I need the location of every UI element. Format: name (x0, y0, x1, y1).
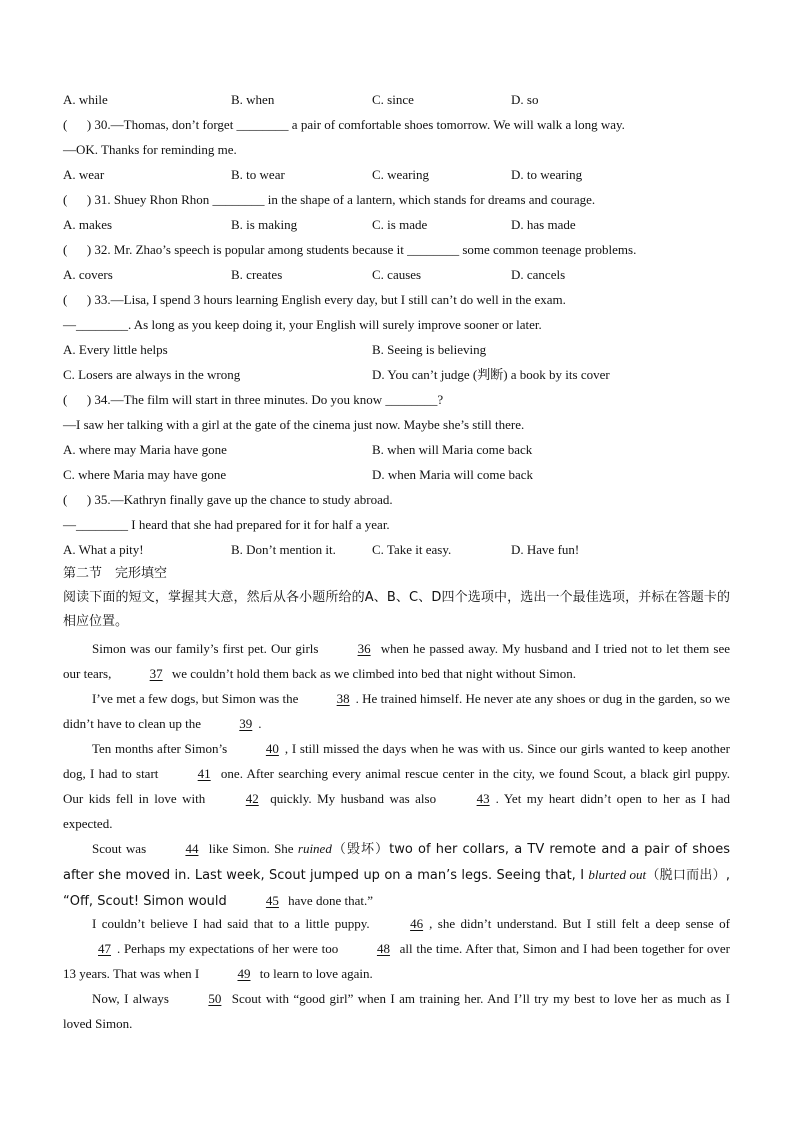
blank-50[interactable]: 50 (208, 991, 222, 1006)
passage-paragraph-1: Simon was our family’s first pet. Our girls 36 when he passed away. My husband and I tried not to let them see our tears, 37 we couldn’t hold them back as we climbed into bed that night without Simon. (63, 636, 730, 686)
blank-41[interactable]: 41 (197, 766, 211, 781)
section-title: 第二节 完形填空 (63, 566, 168, 581)
q31-option-b: B. is making (231, 217, 298, 232)
blank-37[interactable]: 37 (149, 666, 163, 681)
q34-option-c: C. where Maria may have gone (63, 467, 227, 482)
q35-option-c: C. Take it easy. (372, 542, 452, 557)
blank-42[interactable]: 42 (245, 791, 259, 806)
q32-option-c: C. causes (372, 267, 422, 282)
passage-paragraph-3: Ten months after Simon’s 40 , I still missed the days when he was with us. Since our girls wanted to keep another dog, I had to start 41 one. After searching every animal rescue center in the city, we found Scout, a black girl puppy. Our kids fell in love with 42 quickly. My husband was also 43 . Yet my heart didn’t open to her as I had expected. (63, 736, 730, 836)
q33-stem: ( ) 33.—Lisa, I spend 3 hours learning English every day, but I still can’t do well in the exam. (63, 292, 566, 307)
blank-47[interactable]: 47 (98, 941, 111, 956)
q34-stem: ( ) 34.—The film will start in three minutes. Do you know ________? (63, 392, 444, 407)
q29-option-d: D. so (511, 92, 539, 107)
q29-option-a: A. while (63, 92, 108, 107)
q33-option-d: D. You can’t judge (判断) a book by its cover (372, 367, 610, 382)
blank-49[interactable]: 49 (237, 966, 251, 981)
blank-38[interactable]: 38 (336, 691, 350, 706)
q34-option-b: B. when will Maria come back (372, 442, 533, 457)
q35-option-a: A. What a pity! (63, 542, 144, 557)
q33-option-c: C. Losers are always in the wrong (63, 367, 241, 382)
q31-option-d: D. has made (511, 217, 576, 232)
q34-reply: —I saw her talking with a girl at the gate of the cinema just now. Maybe she’s still there. (63, 417, 525, 432)
passage-paragraph-6: Now, I always 50 Scout with “good girl” when I am training her. And I’ll try my best to love her as much as I loved Simon. (63, 986, 730, 1036)
q32-option-b: B. creates (231, 267, 283, 282)
q31-option-c: C. is made (372, 217, 428, 232)
q30-option-a: A. wear (63, 167, 105, 182)
section-instruction: 阅读下面的短文，掌握其大意，然后从各小题所给的A、B、C、D四个选项中，选出一个最佳选项，并标在答题卡的相应位置。 (63, 590, 730, 629)
blank-48[interactable]: 48 (376, 941, 390, 956)
q31-stem: ( ) 31. Shuey Rhon Rhon ________ in the shape of a lantern, which stands for dreams and courage. (63, 192, 596, 207)
q30-option-b: B. to wear (231, 167, 285, 182)
q33-option-a: A. Every little helps (63, 342, 168, 357)
q30-option-d: D. to wearing (511, 167, 583, 182)
q35-option-b: B. Don’t mention it. (231, 542, 336, 557)
q30-reply: —OK. Thanks for reminding me. (63, 142, 237, 157)
q32-option-a: A. covers (63, 267, 113, 282)
q34-option-a: A. where may Maria have gone (63, 442, 227, 457)
q33-option-b: B. Seeing is believing (372, 342, 487, 357)
blank-39[interactable]: 39 (239, 716, 253, 731)
q32-option-d: D. cancels (511, 267, 566, 282)
q31-option-a: A. makes (63, 217, 113, 232)
q32-stem: ( ) 32. Mr. Zhao’s speech is popular among students because it ________ some common teenage problems. (63, 242, 637, 257)
q29-option-b: B. when (231, 92, 275, 107)
blank-44[interactable]: 44 (185, 841, 199, 856)
blank-36[interactable]: 36 (357, 641, 371, 656)
q30-stem: ( ) 30.—Thomas, don’t forget ________ a pair of comfortable shoes tomorrow. We will walk a long way. (63, 117, 625, 132)
blank-45[interactable]: 45 (265, 893, 279, 908)
passage-paragraph-4: Scout was 44 like Simon. She ruined（毁坏）two of her collars, a TV remote and a pair of shoes after she moved in. Last week, Scout jumped up on a man’s legs. Seeing that, I blurted out（脱口而出）, “Off, Scout! Simon would 45 have done that.” (63, 836, 730, 914)
blank-46[interactable]: 46 (410, 916, 424, 931)
passage-paragraph-5: I couldn’t believe I had said that to a little puppy. 46 , she didn’t understand. But I still felt a deep sense of 47 . Perhaps my expectations of her were too 48 all the time. After that, Simon and I had been together for over 13 years. That was when I 49 to learn to love again. (63, 911, 730, 986)
passage-paragraph-2: I’ve met a few dogs, but Simon was the 38 . He trained himself. He never ate any shoes or dug in the garden, so we didn’t have to clean up the 39 . (63, 686, 730, 736)
q33-reply: —________. As long as you keep doing it, your English will surely improve sooner or later. (63, 317, 542, 332)
q30-option-c: C. wearing (372, 167, 430, 182)
q35-option-d: D. Have fun! (511, 542, 580, 557)
q35-stem: ( ) 35.—Kathryn finally gave up the chance to study abroad. (63, 492, 393, 507)
q34-option-d: D. when Maria will come back (372, 467, 534, 482)
blank-43[interactable]: 43 (476, 791, 490, 806)
q35-reply: —________ I heard that she had prepared for it for half a year. (63, 517, 390, 532)
q29-option-c: C. since (372, 92, 414, 107)
blank-40[interactable]: 40 (265, 741, 279, 756)
